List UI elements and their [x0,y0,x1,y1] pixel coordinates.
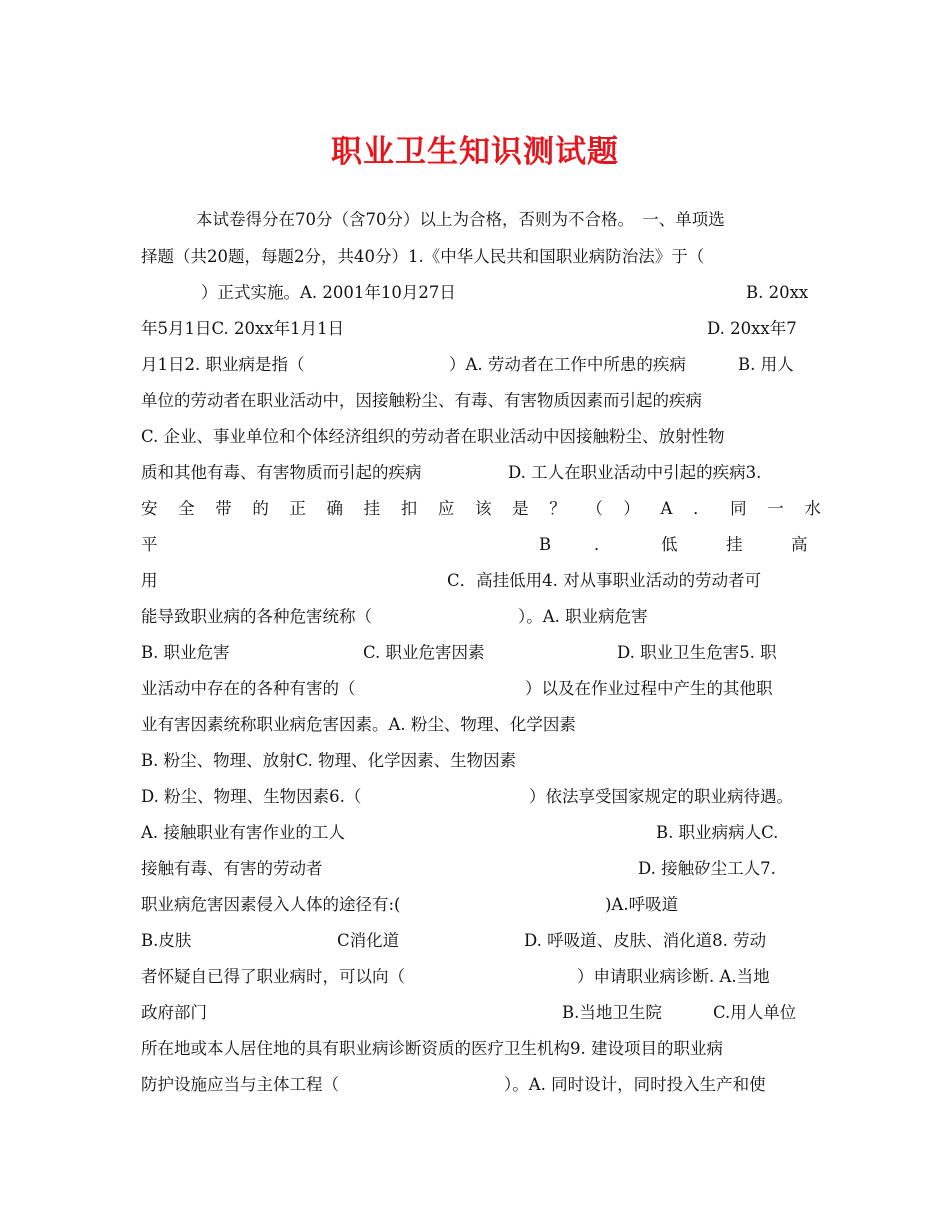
text-line [141,893,821,917]
text-segment: D. 工人在职业活动中引起的疾病3. [508,463,762,482]
text-line [141,533,821,557]
text-line [141,569,821,593]
text-line [141,281,821,305]
text-segment: 是 [512,499,529,518]
text-line [141,1037,821,1061]
text-segment: D. 20xx年7 [707,319,797,338]
text-segment: 的 [252,499,269,518]
text-segment: B. 20xx [746,283,809,302]
text-segment: 应 [437,499,455,518]
text-segment: )A.呼吸道 [605,895,679,914]
text-segment: ）申请职业病诊断. A.当地 [577,967,770,986]
text-segment: ． [693,499,710,518]
text-line [141,317,821,341]
text-segment: 确 [326,499,344,518]
text-segment: 单位的劳动者在职业活动中，因接触粉尘、有毒、有害物质因素而引起的疾病 [141,391,702,410]
text-segment: B. 职业危害 [141,643,230,662]
text-segment: （ [586,499,603,518]
text-segment: 高 [791,535,808,554]
text-segment: D. 呼吸道、皮肤、消化道8. 劳动 [524,931,767,950]
text-segment: ）。A. 同时设计，同时投入生产和使 [504,1075,766,1094]
text-segment: B.当地卫生院 [562,1003,662,1022]
text-segment: 平 [141,535,158,554]
document-title: 职业卫生知识测试题 [331,134,619,170]
text-segment: 业活动中存在的各种有害的（ [141,679,356,698]
text-segment: 择题（共20题，每题2分，共40分）1.《中华人民共和国职业病防治法》于（ [141,247,705,266]
text-segment: 能导致职业病的各种危害统称（ [141,607,372,626]
text-segment: 带 [215,499,232,518]
text-segment: 接触有毒、有害的劳动者 [141,859,323,878]
text-line [141,1073,821,1097]
text-segment: B. 用人 [738,355,794,374]
text-line [141,353,821,377]
text-line [141,929,821,953]
text-segment: A. 接触职业有害作业的工人 [141,823,345,842]
text-segment: ？ [549,499,566,518]
text-line [141,821,821,845]
text-segment: 质和其他有毒、有害物质而引起的疾病 [141,463,422,482]
text-line [141,713,821,737]
text-segment: 职业病危害因素侵入人体的途径有:( [141,895,401,914]
text-line [141,461,821,485]
text-segment: 本试卷得分在70分（含70分）以上为合格，否则为不合格。 一、单项选 [196,210,725,229]
text-segment: 用 [141,571,158,590]
text-segment: 水 [804,499,821,518]
text-segment: 月1日2. 职业病是指（ [141,355,305,374]
text-line [141,208,821,232]
text-line [141,1001,821,1025]
text-line [141,605,821,629]
text-segment: 低 [661,535,678,554]
text-segment: 安 [141,499,158,518]
text-segment: 挂 [363,499,381,518]
text-segment: ）。A. 职业病危害 [518,607,648,626]
text-segment: C.用人单位 [713,1003,797,1022]
text-segment: 所在地或本人居住地的具有职业病诊断资质的医疗卫生机构9. 建设项目的职业病 [141,1039,723,1058]
text-segment: 同 [730,499,747,518]
text-segment: 全 [178,499,195,518]
text-segment: B. 粉尘、物理、放射C. 物理、化学因素、生物因素 [141,751,517,770]
text-line [141,677,821,701]
text-segment: C消化道 [337,931,400,950]
text-segment: 防护设施应当与主体工程（ [141,1075,339,1094]
text-segment: B. 职业病病人C. [656,823,779,842]
text-segment: 正 [289,499,306,518]
text-segment: D. 粉尘、物理、生物因素6.（ [141,787,362,806]
text-segment: C．高挂低用4. 对从事职业活动的劳动者可 [447,571,762,590]
text-line [141,749,821,773]
text-segment: 扣 [400,499,418,518]
text-segment: D. 接触矽尘工人7. [638,859,776,878]
text-line [141,245,821,269]
text-segment: 者怀疑自已得了职业病时，可以向（ [141,967,405,986]
text-segment: A [660,499,673,518]
text-segment: B.皮肤 [141,931,192,950]
text-segment: ． [594,535,611,554]
text-line [141,785,821,809]
text-segment: 该 [474,499,492,518]
text-line [141,965,821,989]
text-segment: 年5月1日C. 20xx年1月1日 [141,319,345,338]
text-segment: ） [623,499,640,518]
text-segment: 业有害因素统称职业病危害因素。A. 粉尘、物理、化学因素 [141,715,576,734]
text-line [141,389,821,413]
text-segment: ）依法享受国家规定的职业病待遇。 [529,787,793,806]
text-segment: D. 职业卫生危害5. 职 [617,643,777,662]
text-line [141,497,821,521]
text-segment: ）以及在作业过程中产生的其他职 [525,679,773,698]
text-line [141,425,821,449]
text-segment: C. 职业危害因素 [363,643,485,662]
text-segment: 政府部门 [141,1003,207,1022]
text-segment: ）正式实施。A. 2001年10月27日 [201,283,456,302]
text-segment: 一 [767,499,784,518]
text-segment: ）A. 劳动者在工作中所患的疾病 [449,355,686,374]
text-segment: B [539,535,552,554]
text-line [141,857,821,881]
text-segment: 挂 [726,535,743,554]
text-segment: C. 企业、事业单位和个体经济组织的劳动者在职业活动中因接触粉尘、放射性物 [141,427,725,446]
text-line [141,641,821,665]
